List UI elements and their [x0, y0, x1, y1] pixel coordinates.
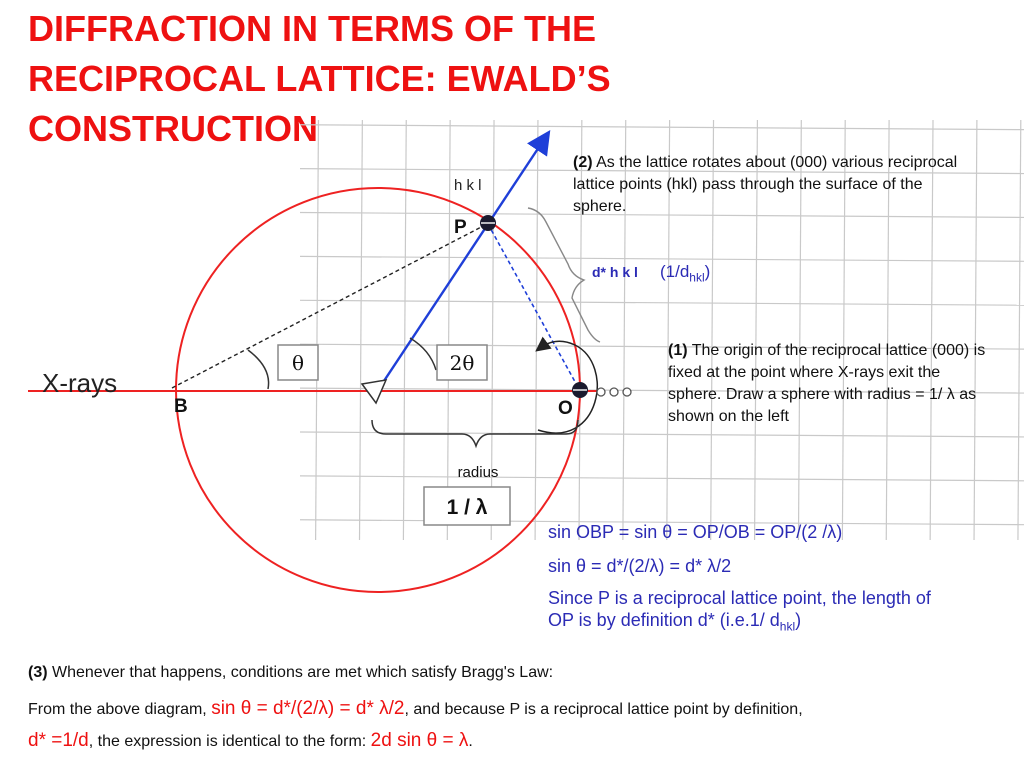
- equation-line-1: sin OBP = sin θ = OP/OB = OP/(2 /λ): [548, 522, 843, 542]
- equation-line-4: [548, 609, 801, 638]
- conclusion-period: .: [468, 733, 473, 750]
- bragg-conclusion: [28, 730, 473, 752]
- annotation-2-label: (2): [573, 154, 593, 171]
- xrays-label: X-rays: [42, 368, 118, 398]
- point-o-label: O: [558, 398, 573, 419]
- equation-line-3-text: Since P is a reciprocal lattice point, the length of: [548, 588, 931, 608]
- theta-box-label: θ: [291, 351, 305, 375]
- annotation-1: [668, 340, 986, 428]
- equation-line-4-suffix: ): [795, 610, 802, 630]
- equation-line-4-prefix: OP is by definition d* (i.e.1/ d: [548, 610, 780, 630]
- lattice-point-2: [610, 388, 618, 396]
- annotation-2-text: As the lattice rotates about (000) various reciprocal lattice points (hkl) pass through the surface of the sphere.: [573, 154, 958, 215]
- dstar-note-suffix: ): [704, 262, 711, 281]
- radius-label: radius: [457, 464, 499, 481]
- bragg-intro-text: Whenever that happens, conditions are met which satisfy Bragg's Law:: [47, 664, 554, 681]
- bragg-intro: [28, 664, 553, 682]
- derivation-suffix: , and because P is a reciprocal lattice point by definition,: [404, 701, 803, 718]
- dstar-brace: [528, 208, 600, 342]
- page-title: DIFFRACTION IN TERMS OF THE RECIPROCAL LATTICE: EWALD’S CONSTRUCTION: [28, 8, 611, 149]
- equation-line-2: sin θ = d*/(2/λ) = d* λ/2: [548, 556, 732, 576]
- bragg-derivation: [28, 698, 803, 720]
- dstar-definition: d* =1/d: [28, 730, 89, 751]
- point-b-label: B: [174, 396, 188, 417]
- theta-arc: [248, 350, 269, 389]
- annotation-1-text: The origin of the reciprocal lattice (000) is fixed at the point where X-rays exit the sphere. Draw a sphere with radius = 1/ λ as shown on the left: [668, 342, 986, 425]
- annotation-1-label: (1): [668, 342, 688, 359]
- point-p-label: P: [454, 217, 467, 238]
- equation-line-4-sub: hkl: [779, 619, 796, 634]
- rotation-arrow: [538, 341, 597, 433]
- dstar-label: d* h k l: [592, 264, 638, 280]
- annotation-2: [573, 152, 973, 218]
- dstar-note-prefix: (1/d: [660, 262, 690, 281]
- conclusion-text: , the expression is identical to the form:: [88, 733, 371, 750]
- lattice-point-1: [597, 388, 605, 396]
- two-theta-arc: [410, 338, 436, 370]
- derivation-equation: sin θ = d*/(2/λ) = d* λ/2: [211, 698, 405, 719]
- dstar-note: [660, 262, 710, 284]
- hkl-label: h k l: [454, 177, 482, 194]
- derivation-prefix: From the above diagram,: [28, 701, 212, 718]
- bragg-label-3: (3): [28, 664, 48, 681]
- po-dashed-line: [488, 224, 579, 389]
- lattice-point-3: [623, 388, 631, 396]
- dstar-note-sub: hkl: [689, 270, 705, 285]
- bragg-law: 2d sin θ = λ: [370, 730, 469, 751]
- two-theta-box-label: 2θ: [449, 351, 475, 375]
- equation-line-3: [548, 587, 1024, 609]
- radius-value: 1 / λ: [446, 496, 488, 519]
